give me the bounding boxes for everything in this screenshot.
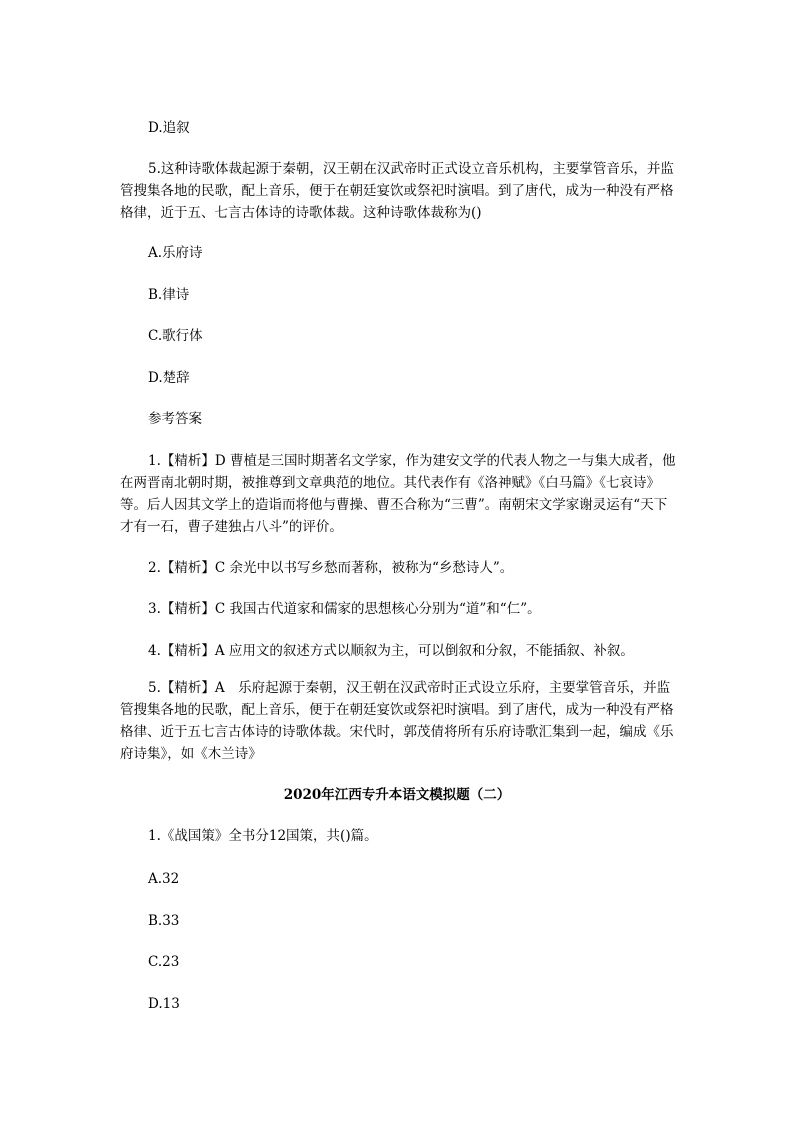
s2-q1-stem: 1.《战国策》全书分12国策，共()篇。: [148, 828, 378, 844]
answers-title: 参考答案: [148, 411, 202, 427]
q5-option-c: C.歌行体: [148, 328, 203, 344]
answer-5: 5.【精析】A 乐府起源于秦朝，汉王朝在汉武帝时正式设立乐府，主要掌管音乐，并监管搜集各地的民歌，配上音乐，便于在朝廷宴饮或祭祀时演唱。到了唐代，成为一种没有严格格律、近于五七言古体诗的诗歌体裁。宋代时，郭茂倩将所有乐府诗歌汇集到一起，编成《乐府诗集》，如《木兰诗》: [120, 680, 674, 762]
section-title: 2020年江西专升本语文模拟题（二）: [283, 787, 511, 803]
q5-option-b: B.律诗: [148, 287, 190, 303]
q5-stem: 5.这种诗歌体裁起源于秦朝，汉王朝在汉武帝时正式设立音乐机构，主要掌管音乐，并监管搜集各地的民歌，配上音乐，便于在朝廷宴饮或祭祀时演唱。到了唐代，成为一种没有严格格律，近于五、七言古体诗的诗歌体裁。这种诗歌体裁称为(): [120, 161, 674, 221]
answer-3: 3.【精析】C 我国古代道家和儒家的思想核心分别为“道”和“仁”。: [148, 601, 541, 617]
answer-2: 2.【精析】C 余光中以书写乡愁而著称，被称为“乡愁诗人”。: [148, 560, 514, 576]
q5-option-d: D.楚辞: [148, 370, 190, 386]
q5-option-a: A.乐府诗: [148, 245, 203, 261]
s2-q1-option-b: B.33: [148, 913, 180, 929]
s2-q1-option-a: A.32: [148, 871, 180, 887]
s2-q1-option-d: D.13: [148, 996, 180, 1012]
s2-q1-option-c: C.23: [148, 954, 180, 970]
answer-1: 1.【精析】D 曹植是三国时期著名文学家，作为建安文学的代表人物之一与集大成者，他在两晋南北朝时期，被推尊到文章典范的地位。其代表作有《洛神赋》《白马篇》《七哀诗》等。后人因其文学上的造诣而将他与曹操、曹丕合称为“三曹”。南朝宋文学家谢灵运有“天下才有一石，曹子建独占八斗”的评价。: [120, 453, 676, 535]
q4-option-d: D.追叙: [148, 120, 190, 136]
answer-4: 4.【精析】A 应用文的叙述方式以顺叙为主，可以倒叙和分叙，不能插叙、补叙。: [148, 643, 634, 659]
